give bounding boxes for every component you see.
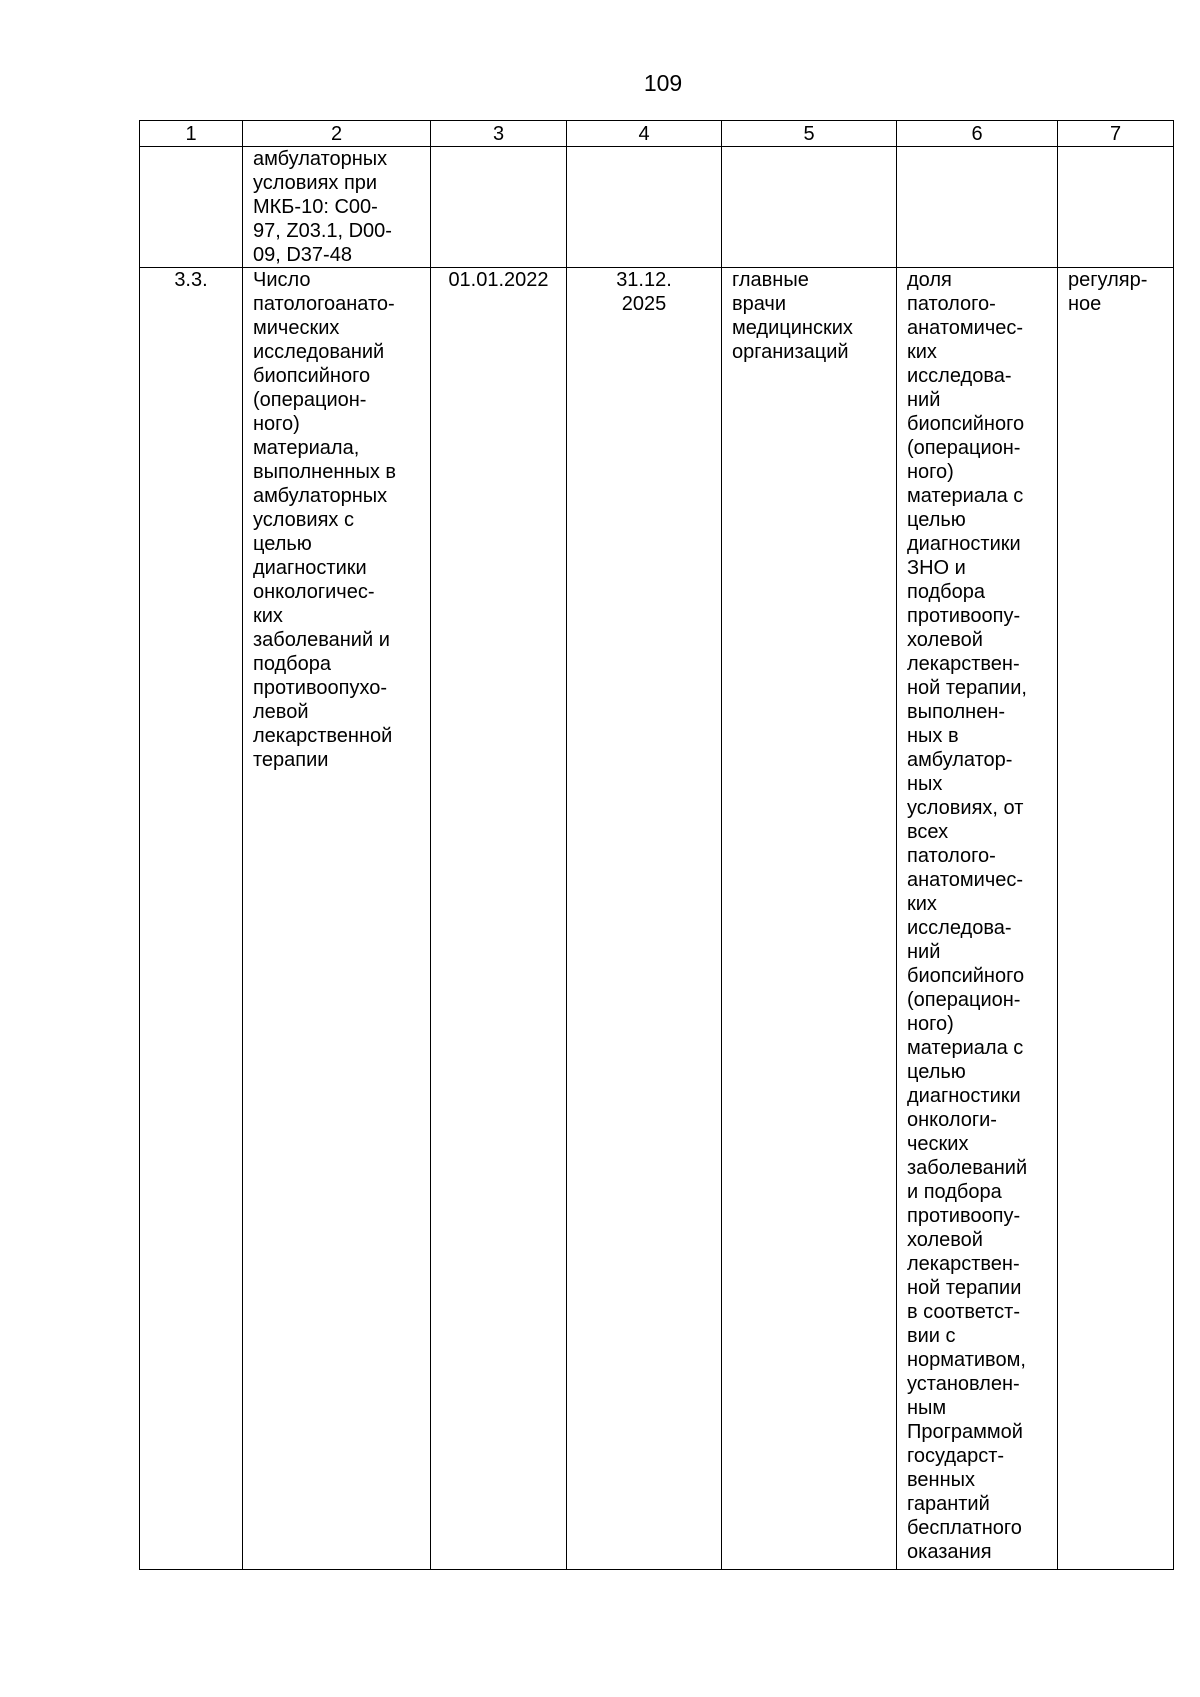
text-line: целью xyxy=(253,533,312,555)
header-cell-2: 2 xyxy=(243,121,431,147)
text-line: исследований xyxy=(253,341,385,363)
text-line: выполненных в xyxy=(253,461,396,483)
text-line: амбулатор- xyxy=(907,749,1013,771)
text-line: материала с xyxy=(907,485,1024,507)
text-line: патологоанато- xyxy=(253,293,395,315)
text-line: диагностики xyxy=(907,1085,1021,1107)
responsible-cell xyxy=(722,268,897,1570)
text-line: выполнен- xyxy=(907,701,1006,723)
text-line: условиях при xyxy=(253,172,378,194)
cont-cell-indicator-name xyxy=(243,147,431,268)
text-line: государст- xyxy=(907,1445,1005,1467)
text-line: 97, Z03.1, D00- xyxy=(253,220,392,242)
text-line: ной терапии xyxy=(907,1277,1022,1299)
text-line: (операцион- xyxy=(907,989,1021,1011)
text-line: врачи xyxy=(732,293,787,315)
text-line: анатомичес- xyxy=(907,317,1024,339)
text-line: подбора xyxy=(907,581,986,603)
text-line: нормативом, xyxy=(907,1349,1026,1371)
table-header-row xyxy=(140,121,1174,147)
text-line: ний xyxy=(907,389,941,411)
header-cell-4: 4 xyxy=(567,121,722,147)
text-line: заболеваний xyxy=(907,1157,1028,1179)
responsible-text xyxy=(732,268,886,364)
text-line: ное xyxy=(1068,293,1102,315)
text-line: (операцион- xyxy=(907,437,1021,459)
text-line: МКБ-10: С00- xyxy=(253,196,378,218)
text-line: Программой xyxy=(907,1421,1023,1443)
document-table xyxy=(139,120,1174,1570)
text-line: целью xyxy=(907,509,966,531)
cont-cell-number xyxy=(140,147,243,268)
frequency-text xyxy=(1068,268,1163,316)
frequency-cell xyxy=(1058,268,1174,1570)
table-row-continuation xyxy=(140,147,1174,268)
cont-indicator-name-text xyxy=(253,147,420,267)
header-cell-6: 6 xyxy=(897,121,1058,147)
text-line: и подбора xyxy=(907,1181,1002,1203)
text-line: диагностики xyxy=(907,533,1021,555)
text-line: амбулаторных xyxy=(253,148,388,170)
text-line: регуляр- xyxy=(1068,269,1148,291)
cont-cell-start-date xyxy=(431,147,567,268)
end-date-cell xyxy=(567,268,722,1570)
text-line: ЗНО и xyxy=(907,557,966,579)
text-line: анатомичес- xyxy=(907,869,1024,891)
text-line: терапии xyxy=(253,749,329,771)
text-line: исследова- xyxy=(907,365,1012,387)
row-number: 3.3. xyxy=(174,269,208,291)
text-line: 2025 xyxy=(621,293,667,315)
end-date xyxy=(577,268,711,316)
text-line: венных xyxy=(907,1469,975,1491)
indicator-name-text xyxy=(253,268,420,772)
row-number-cell xyxy=(140,268,243,1570)
text-line: биопсийного xyxy=(907,413,1025,435)
text-line: ких xyxy=(907,341,937,363)
text-line: доля xyxy=(907,269,952,291)
text-line: биопсийного xyxy=(253,365,371,387)
text-line: противоопу- xyxy=(907,605,1021,627)
text-line: условиях с xyxy=(253,509,354,531)
text-line: онкологи- xyxy=(907,1109,997,1131)
cont-cell-frequency xyxy=(1058,147,1174,268)
table-row-3-3 xyxy=(140,268,1174,1570)
text-line: подбора xyxy=(253,653,332,675)
cont-cell-end-date xyxy=(567,147,722,268)
text-line: (операцион- xyxy=(253,389,367,411)
text-line: патолого- xyxy=(907,293,996,315)
text-line: патолого- xyxy=(907,845,996,867)
text-line: онкологичес- xyxy=(253,581,375,603)
text-line: ких xyxy=(907,893,937,915)
text-line: амбулаторных xyxy=(253,485,388,507)
text-line: противоопухо- xyxy=(253,677,388,699)
text-line: оказания xyxy=(907,1541,992,1563)
text-line: целью xyxy=(907,1061,966,1083)
text-line: лекарственной xyxy=(253,725,393,747)
text-line: 09, D37-48 xyxy=(253,244,352,266)
text-line: ной терапии, xyxy=(907,677,1027,699)
text-line: лекарствен- xyxy=(907,653,1020,675)
start-date: 01.01.2022 xyxy=(448,269,549,291)
text-line: гарантий xyxy=(907,1493,990,1515)
text-line: главные xyxy=(732,269,809,291)
indicator-cell xyxy=(897,268,1058,1570)
text-line: в соответст- xyxy=(907,1301,1020,1323)
text-line: всех xyxy=(907,821,949,843)
text-line: ным xyxy=(907,1397,947,1419)
text-line: материала с xyxy=(907,1037,1024,1059)
text-line: ного) xyxy=(907,1013,954,1035)
text-line: ного) xyxy=(907,461,954,483)
text-line: установлен- xyxy=(907,1373,1020,1395)
text-line: организаций xyxy=(732,341,849,363)
text-line: ний xyxy=(907,941,941,963)
text-line: материала, xyxy=(253,437,360,459)
text-line: условиях, от xyxy=(907,797,1024,819)
page-number: 109 xyxy=(643,70,683,96)
header-cell-1: 1 xyxy=(140,121,243,147)
text-line: противоопу- xyxy=(907,1205,1021,1227)
text-line: ческих xyxy=(907,1133,969,1155)
text-line: холевой xyxy=(907,629,983,651)
cont-cell-indicator xyxy=(897,147,1058,268)
cont-cell-responsible xyxy=(722,147,897,268)
header-cell-7: 7 xyxy=(1058,121,1174,147)
text-line: ких xyxy=(253,605,283,627)
text-line: ных xyxy=(907,773,943,795)
text-line: Число xyxy=(253,269,311,291)
text-line: медицинских xyxy=(732,317,853,339)
start-date-cell xyxy=(431,268,567,1570)
text-line: биопсийного xyxy=(907,965,1025,987)
text-line: бесплатного xyxy=(907,1517,1022,1539)
text-line: 31.12. xyxy=(616,269,672,291)
indicator-text xyxy=(907,268,1047,1564)
text-line: холевой xyxy=(907,1229,983,1251)
text-line: заболеваний и xyxy=(253,629,390,651)
header-cell-3: 3 xyxy=(431,121,567,147)
text-line: лекарствен- xyxy=(907,1253,1020,1275)
text-line: диагностики xyxy=(253,557,367,579)
header-cell-5: 5 xyxy=(722,121,897,147)
text-line: мических xyxy=(253,317,340,339)
text-line: исследова- xyxy=(907,917,1012,939)
text-line: ных в xyxy=(907,725,959,747)
text-line: левой xyxy=(253,701,309,723)
text-line: вии с xyxy=(907,1325,956,1347)
indicator-name-cell xyxy=(243,268,431,1570)
text-line: ного) xyxy=(253,413,300,435)
